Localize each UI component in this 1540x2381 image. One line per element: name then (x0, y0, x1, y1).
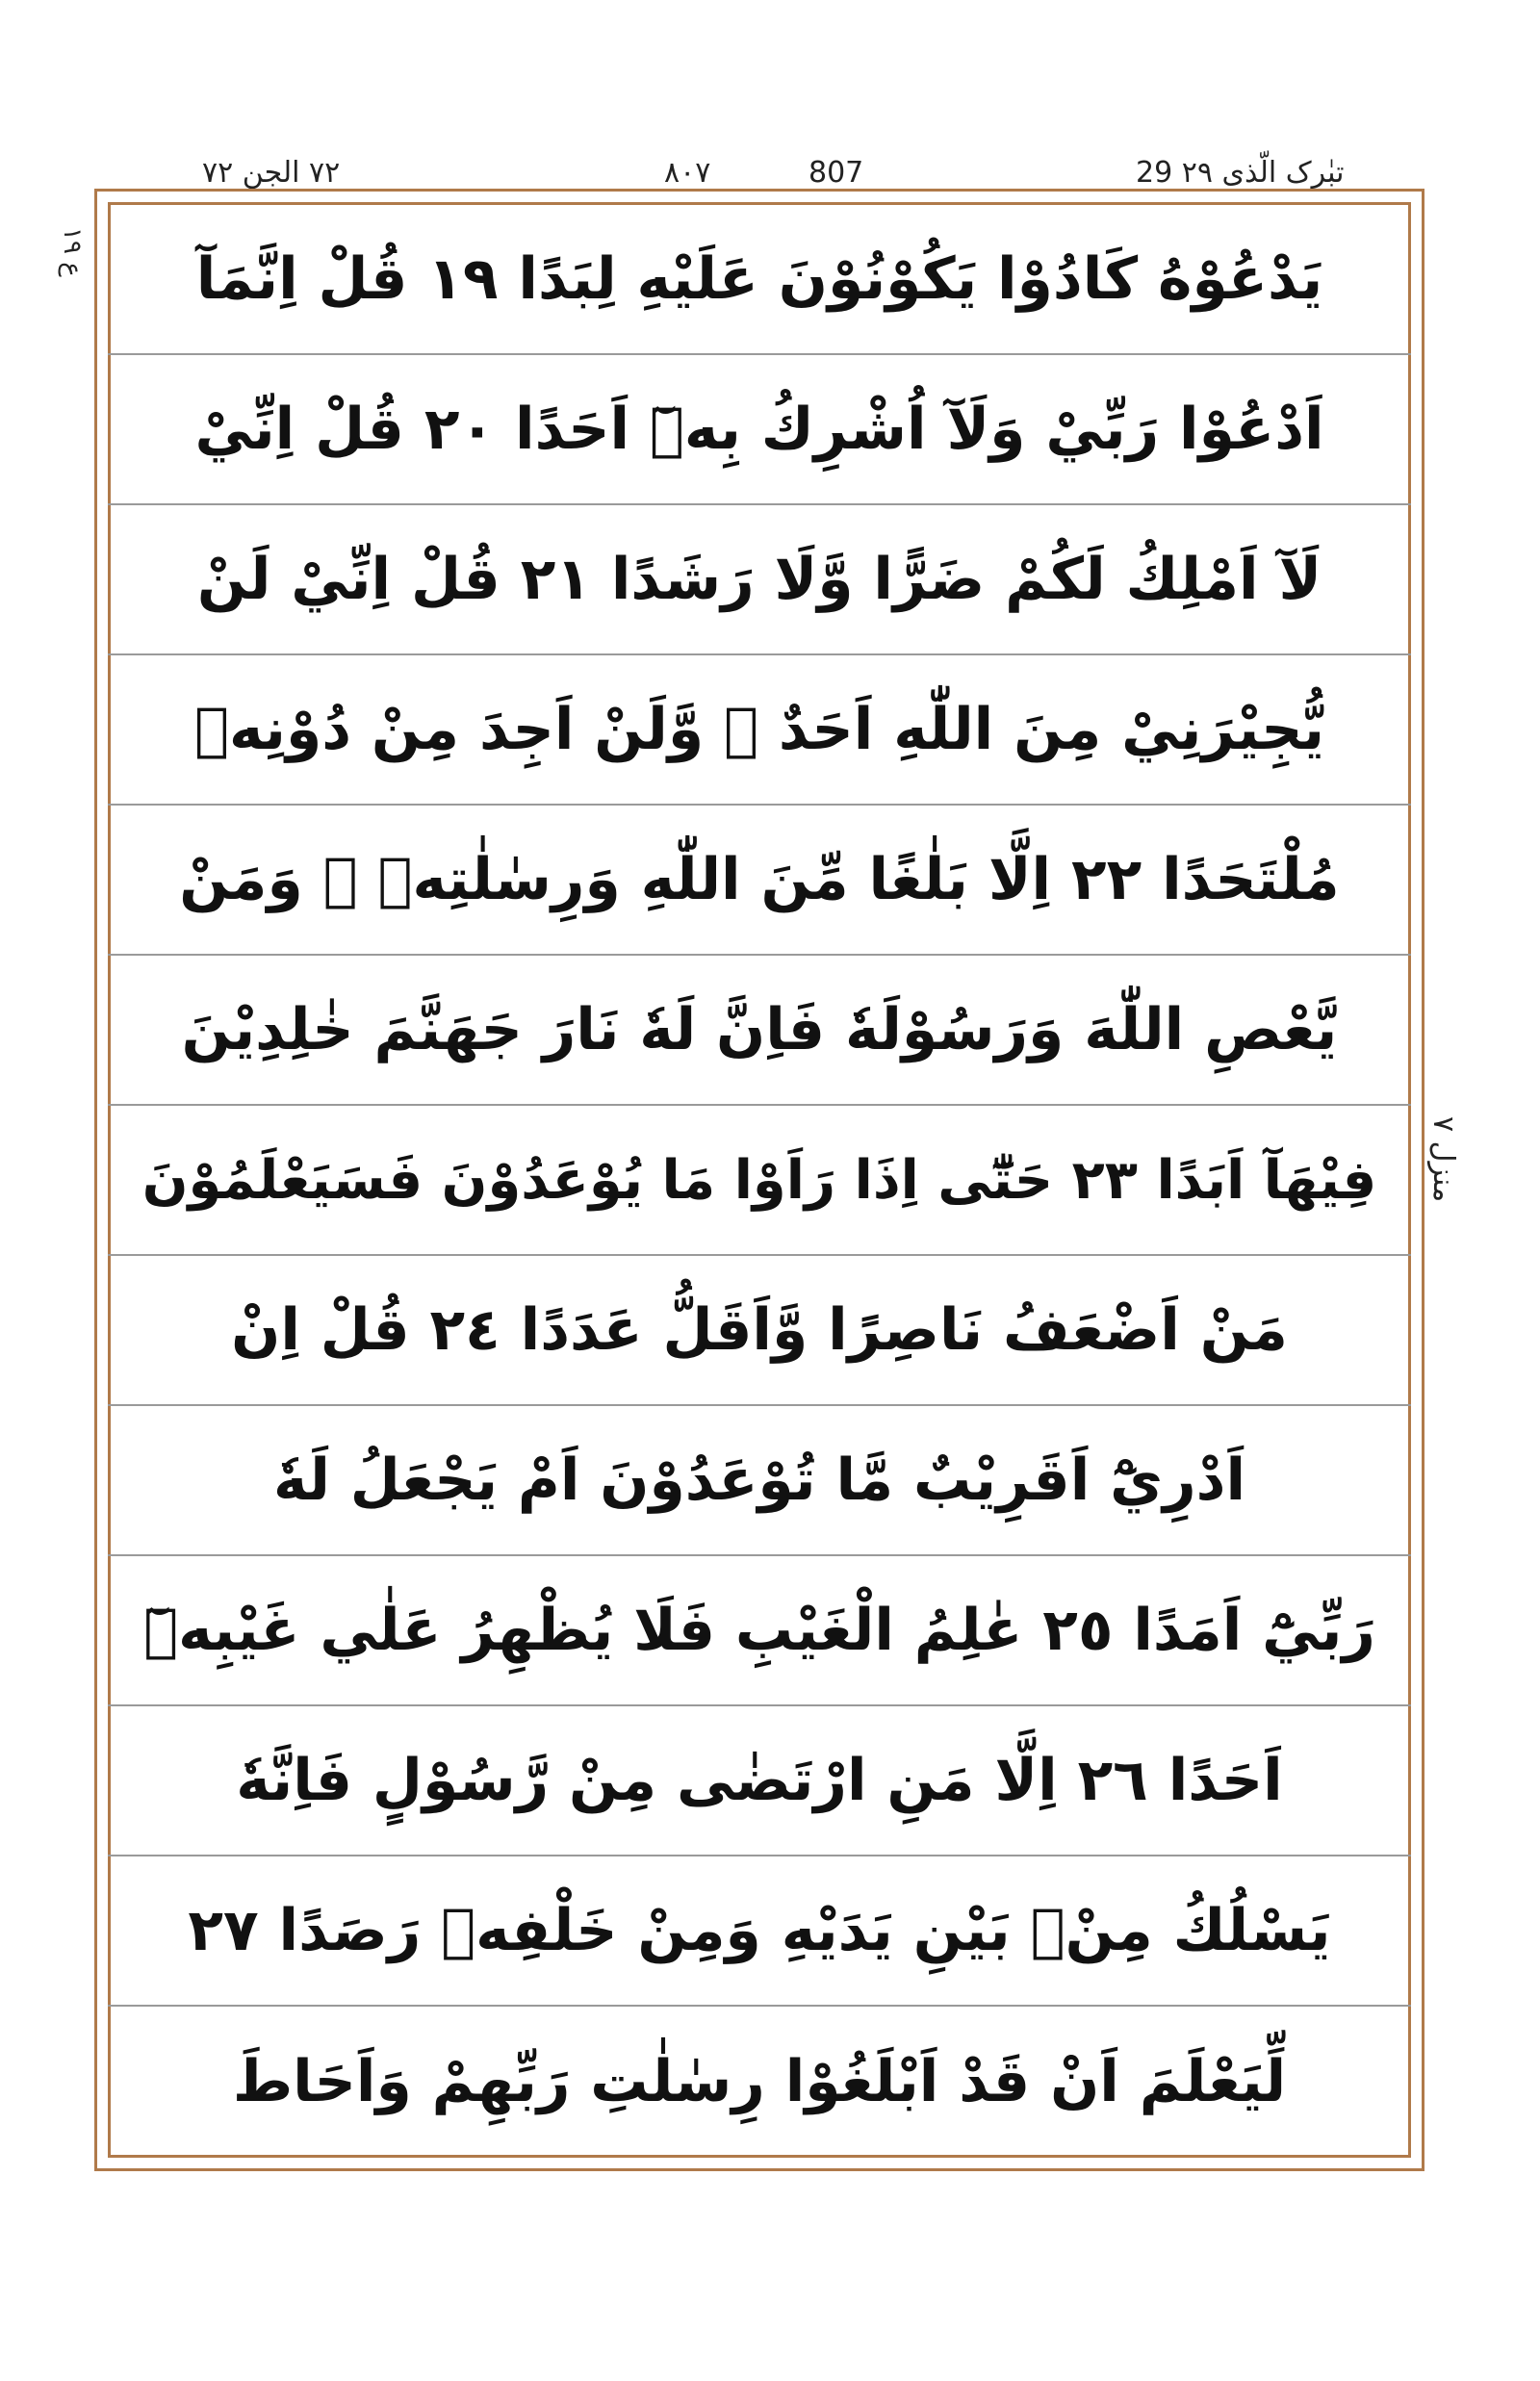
text-line-10 (108, 1556, 1411, 1706)
verse-text: مَنْ اَضْعَفُ نَاصِرًا وَّاَقَلُّ عَدَدًا ٢٤ قُلْ اِنْ (231, 1296, 1288, 1364)
verse-text: مُلْتَحَدًا ٢٢ اِلَّا بَلٰغًا مِّنَ اللّٰهِ وَرِسٰلٰتِهٖ ۭ وَمَنْ (179, 846, 1340, 913)
text-line-6 (108, 956, 1411, 1106)
manzil-marker: منزل ٧ (1426, 1116, 1460, 1203)
text-line-5 (108, 806, 1411, 956)
text-line-9 (108, 1406, 1411, 1556)
juz-name-label: 29 تبٰرک الّذی ٢٩ (1126, 156, 1354, 190)
text-line-7 (108, 1106, 1411, 1256)
text-line-8 (108, 1256, 1411, 1406)
text-line-4 (108, 655, 1411, 806)
text-line-1 (108, 205, 1411, 355)
text-line-3 (108, 505, 1411, 655)
page-header (0, 144, 1540, 192)
text-line-11 (108, 1706, 1411, 1856)
surah-name-label: ٧٢ الجن ٧٢ (192, 156, 349, 190)
verse-text: لَآ اَمْلِكُ لَكُمْ ضَرًّا وَّلَا رَشَدًا ٢١ قُلْ اِنِّيْ لَنْ (196, 546, 1322, 613)
verse-text: اَحَدًا ٢٦ اِلَّا مَنِ ارْتَضٰى مِنْ رَّسُوْلٍ فَاِنَّهٗ (236, 1747, 1283, 1814)
verse-text: يَدْعُوْهُ كَادُوْا يَكُوْنُوْنَ عَلَيْهِ لِبَدًا ١٩ قُلْ اِنَّمَآ (195, 245, 1323, 313)
text-line-13 (108, 2007, 1411, 2157)
verse-text: يُّجِيْرَنِيْ مِنَ اللّٰهِ اَحَدٌ ۙ وَّلَنْ اَجِدَ مِنْ دُوْنِهٖ (194, 696, 1324, 763)
page-number-urdu: ٨٠٧ (654, 156, 720, 190)
verse-text: يَسْلُكُ مِنْۢ بَيْنِ يَدَيْهِ وَمِنْ خَلْفِهٖ رَصَدًا ٢٧ (188, 1897, 1331, 1964)
verse-text: لِّيَعْلَمَ اَنْ قَدْ اَبْلَغُوْا رِسٰلٰتِ رَبِّهِمْ وَاَحَاطَ (232, 2048, 1287, 2115)
page-number: 807 (799, 156, 873, 190)
verse-text: رَبِّيْٓ اَمَدًا ٢٥ عٰلِمُ الْغَيْبِ فَلَا يُظْهِرُ عَلٰي غَيْبِهٖٓ (143, 1597, 1375, 1664)
ruku-marker: ع ١٩ (58, 227, 87, 277)
verse-text: فِيْهَآ اَبَدًا ٢٣ حَتّٰٓى اِذَا رَاَوْا مَا يُوْعَدُوْنَ فَسَيَعْلَمُوْنَ (141, 1148, 1377, 1212)
verse-text: اَدْرِيْٓ اَقَرِيْبٌ مَّا تُوْعَدُوْنَ اَمْ يَجْعَلُ لَهٗ (272, 1447, 1246, 1514)
text-line-2 (108, 355, 1411, 505)
text-line-12 (108, 1856, 1411, 2007)
verse-text: يَّعْصِ اللّٰهَ وَرَسُوْلَهٗ فَاِنَّ لَهٗ نَارَ جَهَنَّمَ خٰلِدِيْنَ (181, 996, 1338, 1063)
verse-text: اَدْعُوْا رَبِّيْ وَلَآ اُشْرِكُ بِهٖٓ اَحَدًا ٢٠ قُلْ اِنِّيْ (194, 396, 1324, 463)
